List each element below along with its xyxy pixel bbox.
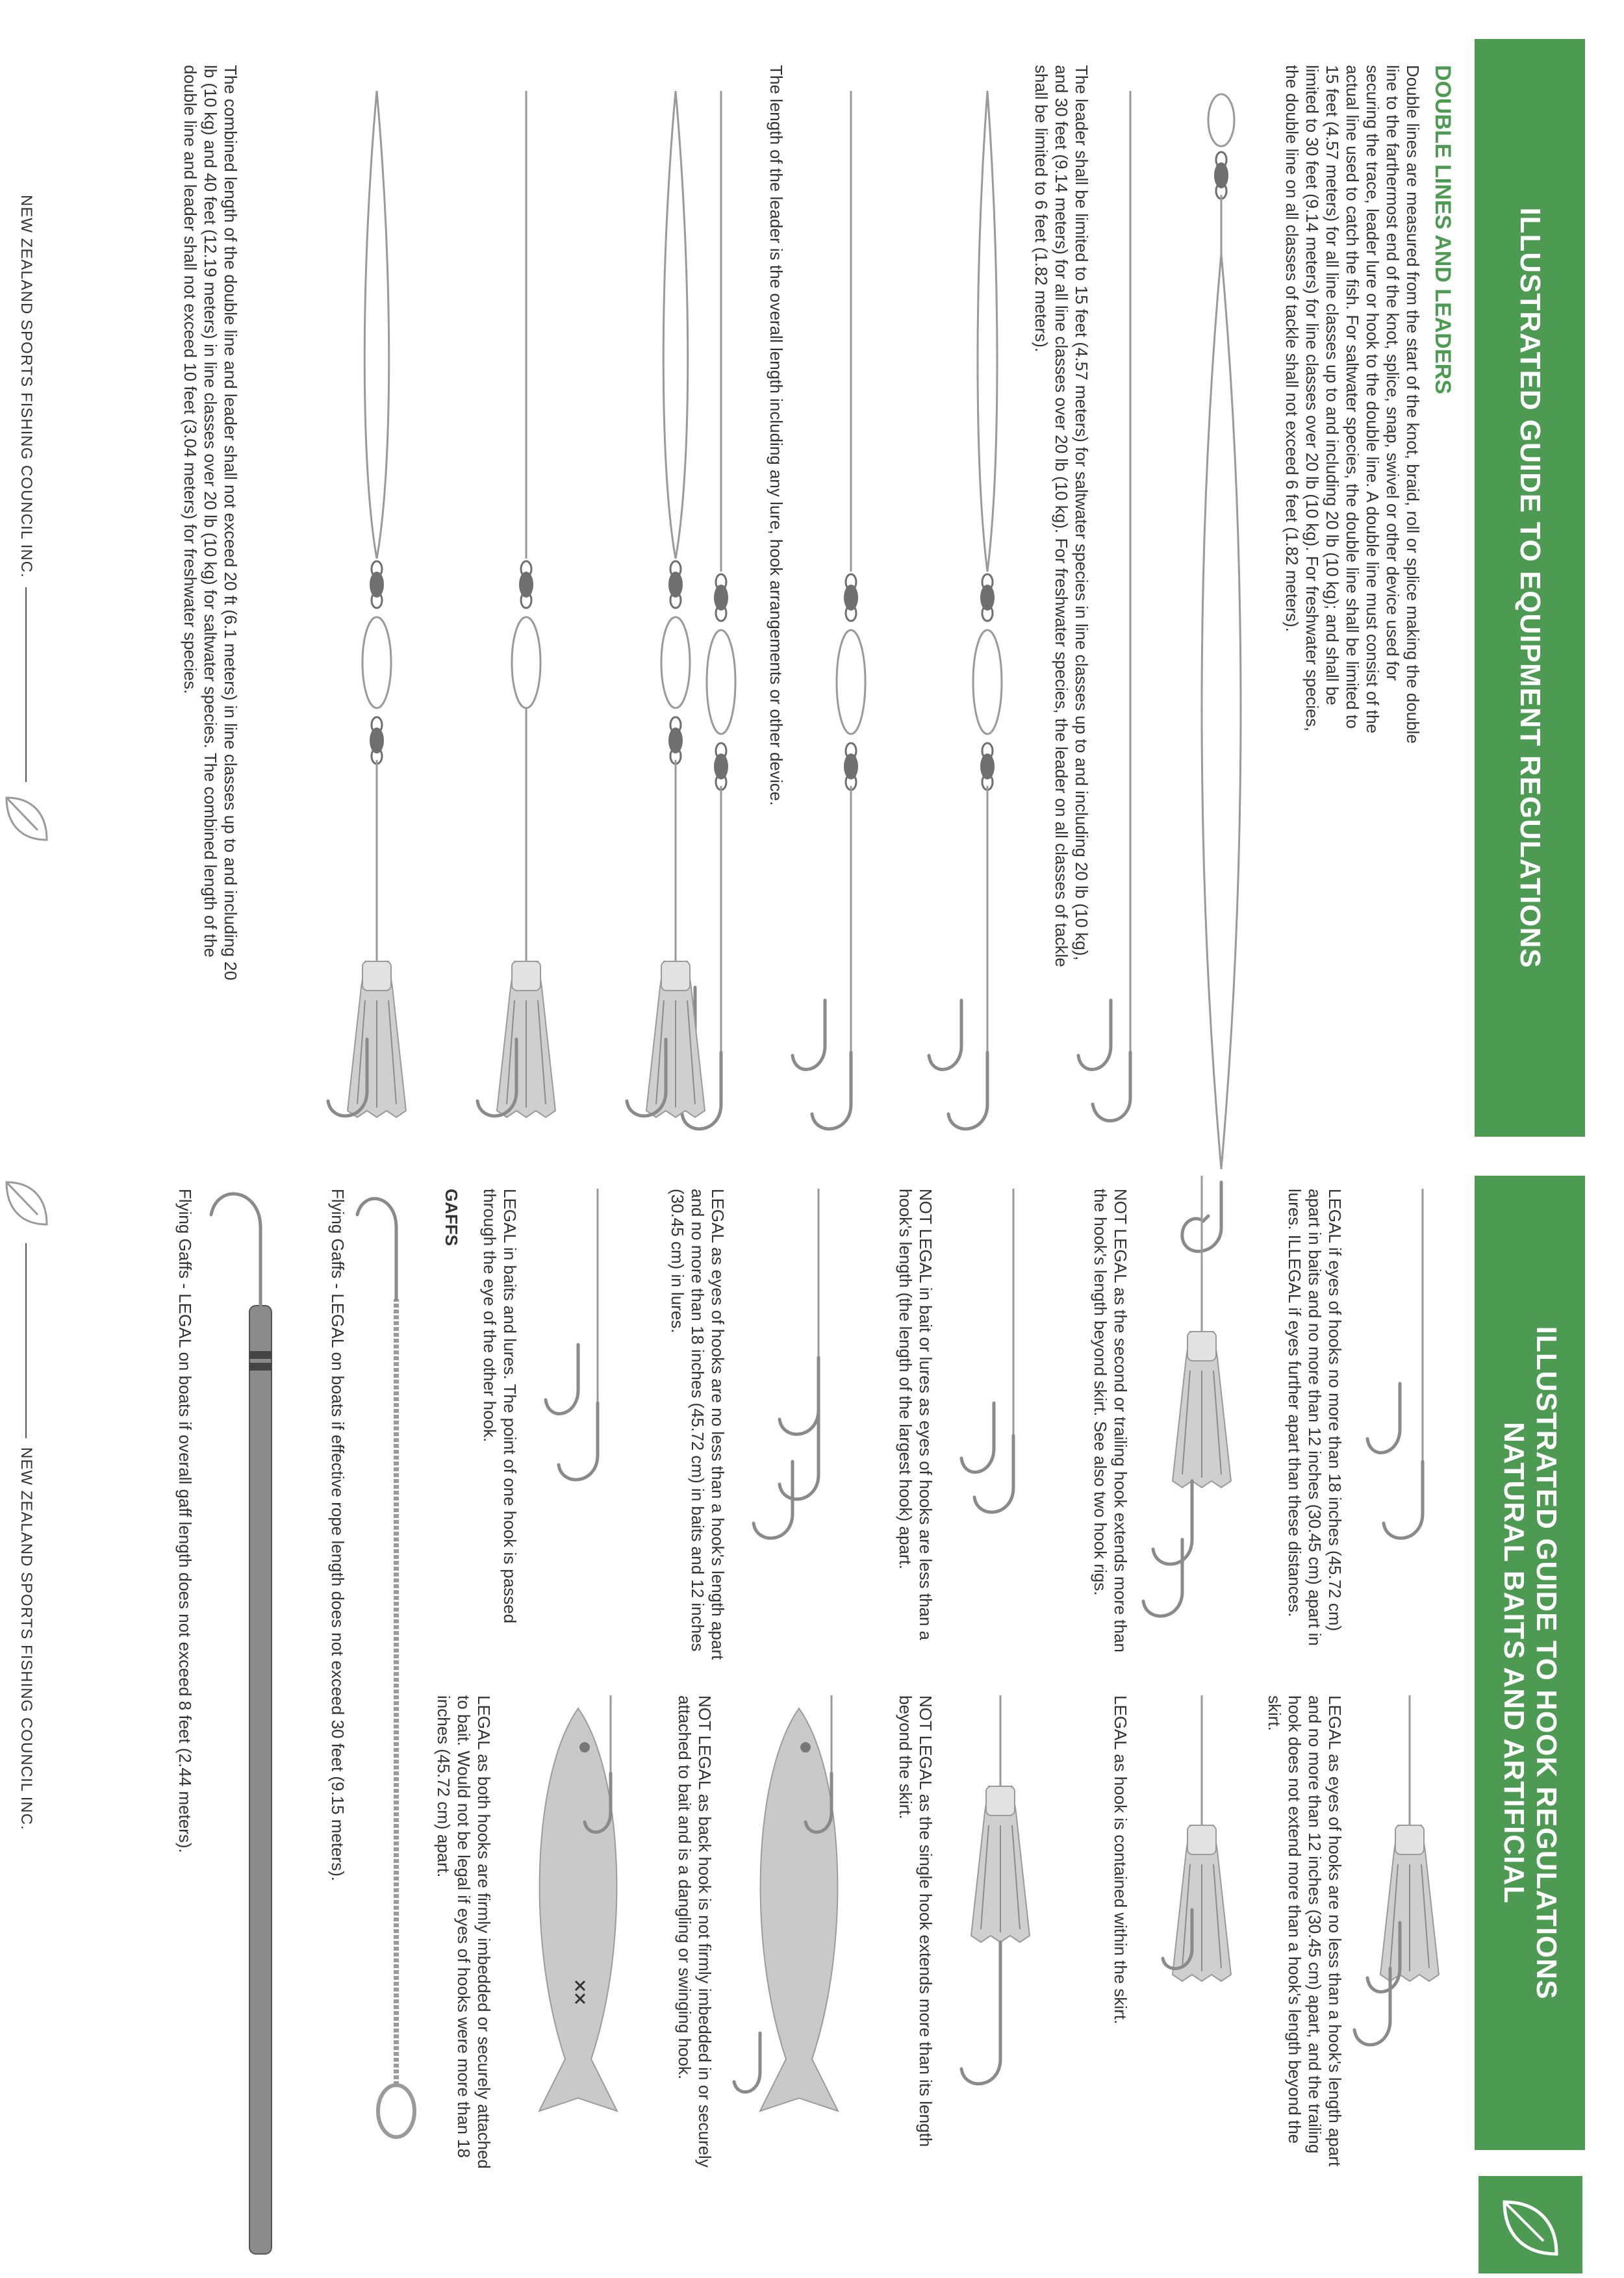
double-lines-paragraph: Double lines are measured from the start of the knot, braid, roll or splice making the double line to the farthermost end of the knot, splice, snap, swivel or other device used for securing the trace, leader lure or hook to the double line. A double line must consist of the actual line used to catch the fish. For saltwater species, the double line shall be limited to 15 feet (4.57 meters) for all line classes up to and including 20 lb (10 kg); and shall be limited to 30 feet (9.14 meters) for line classes over 20 lb (10 kg). For freshwater species, the double line on all classes of tackle shall not exceed 6 feet (1.82 meters). [1282, 65, 1423, 744]
left-footer [0, 195, 52, 850]
lure-hook-contained [1124, 1695, 1254, 2150]
rule-6: NOT LEGAL as the single hook extends more than its length beyond the skirt. [896, 1695, 935, 2147]
hook-regulations-page [0, 1163, 1624, 2267]
equipment-banner [1475, 39, 1585, 1137]
rule-1: LEGAL if eyes of hooks no more than 18 inches (45.72 cm) apart in baits and no more than 12 inches (30.45 cm) apart in lures. ILLEGAL if eyes further apart than these distances. [1285, 1189, 1345, 1646]
two-hook-rig-1 [1332, 1189, 1462, 1643]
two-hook-rig-legal [728, 1189, 864, 1643]
combined-length-paragraph: The combined length of the double line and leader shall not exceed 20 ft (6.1 meters) in line classes up to and including 20 lb (10 kg) and 40 feet (12.19 meters) in line classes over 20 lb (10 kg) for saltwater species. The combined length of the double line and leader shall not exceed 10 feet (3.04 meters) for freshwater species. [181, 65, 240, 981]
bait-fish-imbedded-hooks [494, 1695, 650, 2150]
lure-trailing-hook-illegal [1117, 1176, 1254, 1643]
leaf-outline-icon [0, 1176, 52, 1234]
flying-gaffs-length-text: Flying Gaffs - LEGAL on boats if overall gaff length does not exceed 8 feet (2.44 meters). [175, 1189, 195, 1853]
lure-single-hook-illegal [922, 1695, 1052, 2150]
left-footer-rule [25, 587, 27, 782]
hooks-too-close [922, 1189, 1052, 1643]
lure-rigs-illustration [260, 78, 728, 1156]
left-footer-text: NEW ZEALAND SPORTS FISHING COUNCIL INC. [18, 195, 35, 578]
rule-5: NOT LEGAL in bait or lures as eyes of hooks are less than a hook's length (the length of the largest hook) apart. [896, 1189, 935, 1641]
equipment-regulations-page [0, 39, 1624, 1143]
bait-fish-dangling-hook [715, 1695, 870, 2150]
right-footer-rule [25, 1243, 27, 1438]
flying-gaff-pole-illustration [188, 1189, 312, 2196]
flying-gaff-rope-illustration [338, 1189, 435, 2196]
rule-2: LEGAL as eyes of hooks are no less than a hook's length apart and no more than 12 inches (30.45 cm) apart, and the trailing hook does not extend more than a hook's length beyond the skirt. [1265, 1695, 1345, 2167]
double-lines-section-title: DOUBLE LINES AND LEADERS [1430, 65, 1455, 394]
leader-length-paragraph: The length of the leader is the overall length including any lure, hook arrangements or other device. [767, 65, 786, 806]
lure-two-hooks-legal [1332, 1695, 1462, 2150]
leader-limit-paragraph: The leader shall be limited to 15 feet (4.57 meters) for saltwater species in line classes up to and including 20 lb (10 kg), and 30 feet (9.14 meters) for all line classes over 20 lb (10 kg). For freshwater species, the leader on all classes of tackle shall be limited to 6 feet (1.82 meters). [1032, 65, 1091, 967]
flying-gaff-rope-text: Flying Gaffs - LEGAL on boats if effective rope length does not exceed 30 feet (9.15 meters). [328, 1189, 348, 1882]
right-footer-text: NEW ZEALAND SPORTS FISHING COUNCIL INC. [18, 1447, 35, 1830]
rule-4: LEGAL as hook is contained within the skirt. [1111, 1695, 1130, 2025]
rule-7: LEGAL as eyes of hooks are no less than a hook's length apart and no more than 18 inches (45.72 cm) in baits and 12 inches (30.45 cm) in lures. [668, 1189, 728, 1660]
hook-banner-line2: NATURAL BAITS AND ARTIFICIAL [1498, 1422, 1530, 1904]
rule-10: LEGAL as both hooks are firmly imbedded or securely attached to bait. Would not be legal if eyes of hooks were more than 18 inches (45.72 cm) apart. [434, 1695, 494, 2169]
right-footer [0, 1176, 52, 1830]
hook-banner [1475, 1176, 1585, 2150]
leaf-outline-icon [0, 791, 52, 850]
rule-8: NOT LEGAL as back hook is not firmly imbedded in or securely attached to bait and is a dangling or swinging hook. [675, 1695, 715, 2168]
rule-9: LEGAL in baits and lures. The point of one hook is passed through the eye of the other hook. [480, 1189, 520, 1624]
hook-through-eye [513, 1189, 650, 1643]
hook-banner-line1: ILLUSTRATED GUIDE TO HOOK REGULATIONS [1530, 1326, 1562, 2000]
rule-3: NOT LEGAL as the second or trailing hook extends more than the hook's length beyond skirt. See also two hook rigs. [1091, 1189, 1130, 1652]
equipment-banner-title: ILLUSTRATED GUIDE TO EQUIPMENT REGULATIONS [1514, 207, 1546, 968]
gaffs-heading: GAFFS [442, 1189, 461, 1247]
